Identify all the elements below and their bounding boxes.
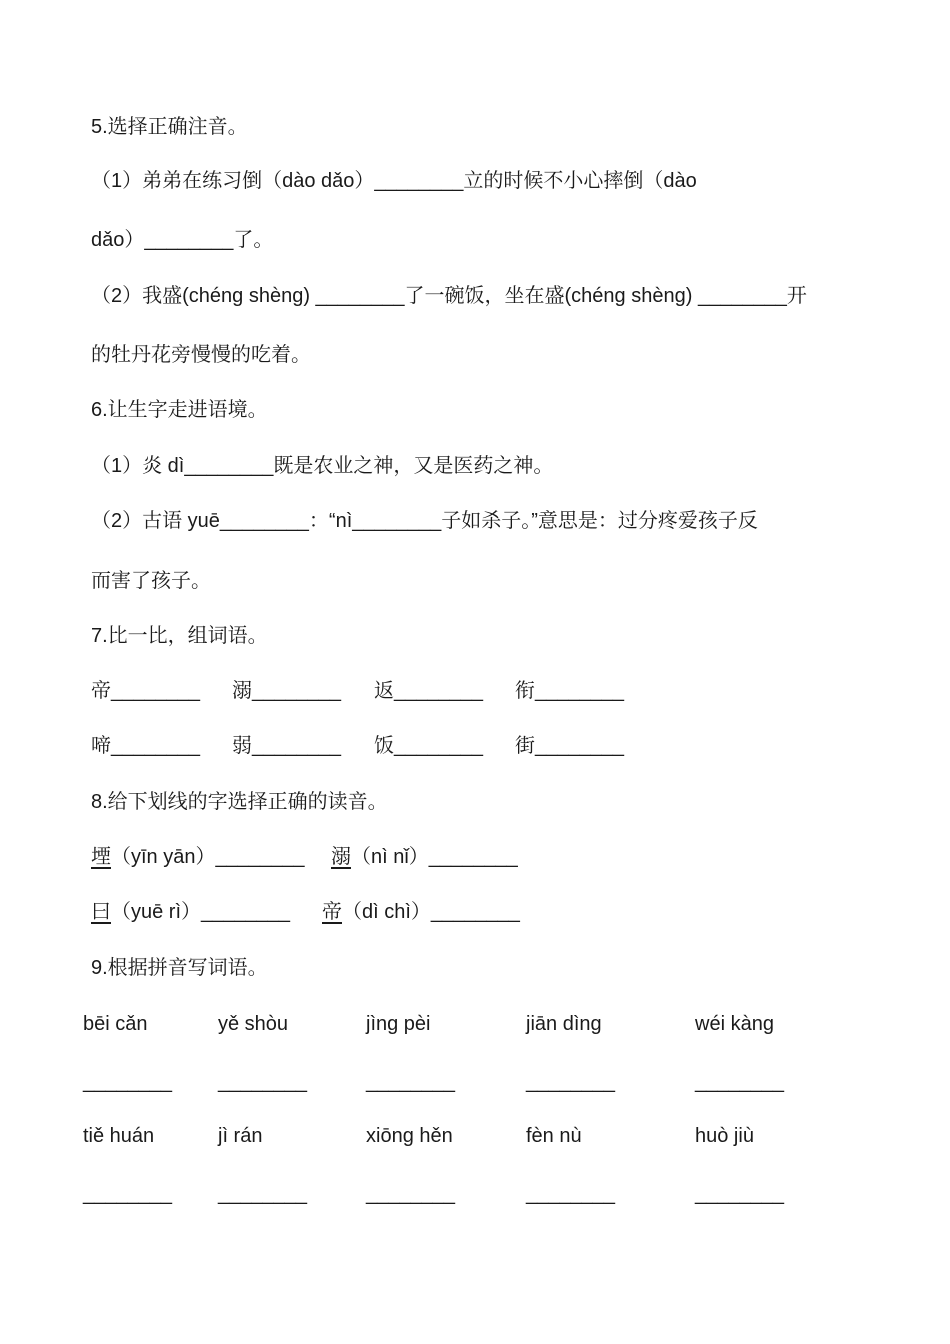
q7-word-pair: 溺________ bbox=[232, 680, 341, 702]
q7-word-pair: 啼________ bbox=[91, 735, 200, 757]
q9-answer-blank: ________ bbox=[218, 1183, 307, 1205]
q5-line-3: （2）我盛(chéng shèng) ________了一碗饭，坐在盛(chéng shèng) ________开 bbox=[91, 285, 807, 307]
q6-line-1: （1）炎 dì________既是农业之神，又是医药之神。 bbox=[91, 455, 554, 477]
q7-word-pair: 街________ bbox=[515, 735, 624, 757]
q9-answer-blank: ________ bbox=[695, 1071, 784, 1093]
q8-options: （yīn yān）________ bbox=[111, 846, 305, 868]
q9-answer-blank: ________ bbox=[366, 1183, 455, 1205]
q9-pinyin: fèn nù bbox=[526, 1125, 582, 1147]
q9-pinyin: jì rán bbox=[218, 1125, 263, 1147]
q8-item bbox=[322, 899, 520, 925]
q8-item bbox=[91, 899, 290, 925]
q7-word-pair: 帝________ bbox=[91, 680, 200, 702]
q6-line-2: （2）古语 yuē________：“nì________子如杀子。”意思是：过分疼爱孩子反 bbox=[91, 510, 758, 532]
q9-answer-blank: ________ bbox=[83, 1071, 172, 1093]
q6-title: 6.让生字走进语境。 bbox=[91, 399, 268, 421]
q9-pinyin: xiōng hěn bbox=[366, 1125, 453, 1147]
q9-answer-blank: ________ bbox=[526, 1071, 615, 1093]
q9-pinyin: jiān dìng bbox=[526, 1013, 602, 1035]
q9-answer-blank: ________ bbox=[526, 1183, 615, 1205]
q8-options: （dì chì）________ bbox=[342, 901, 520, 923]
q9-pinyin: huò jiù bbox=[695, 1125, 754, 1147]
q9-pinyin: yě shòu bbox=[218, 1013, 289, 1035]
q7-word-pair: 衔________ bbox=[515, 680, 624, 702]
q8-underlined-char: 曰 bbox=[91, 901, 111, 923]
q7-word-pair: 饭________ bbox=[374, 735, 483, 757]
q9-pinyin: tiě huán bbox=[83, 1125, 155, 1147]
q5-line-4: 的牡丹花旁慢慢的吃着。 bbox=[91, 344, 311, 366]
q9-answer-blank: ________ bbox=[218, 1071, 307, 1093]
q7-word-pair: 返________ bbox=[374, 680, 483, 702]
q7-title: 7.比一比，组词语。 bbox=[91, 625, 268, 647]
q8-title: 8.给下划线的字选择正确的读音。 bbox=[91, 791, 388, 813]
q8-underlined-char: 溺 bbox=[331, 846, 351, 868]
q5-line-1: （1）弟弟在练习倒（dào dǎo）________立的时候不小心摔倒（dào bbox=[91, 170, 697, 192]
q7-word-pair: 弱________ bbox=[232, 735, 341, 757]
q8-item bbox=[331, 844, 518, 870]
q8-options: （yuē rì）________ bbox=[111, 901, 291, 923]
q6-line-3: 而害了孩子。 bbox=[91, 570, 211, 592]
q9-answer-blank: ________ bbox=[695, 1183, 784, 1205]
q9-pinyin: bēi cǎn bbox=[83, 1013, 148, 1035]
q9-answer-blank: ________ bbox=[83, 1183, 172, 1205]
q8-underlined-char: 堙 bbox=[91, 846, 111, 868]
q5-title: 5.选择正确注音。 bbox=[91, 116, 248, 138]
q9-pinyin: wéi kàng bbox=[695, 1013, 774, 1035]
q8-item bbox=[91, 844, 304, 870]
q9-answer-blank: ________ bbox=[366, 1071, 455, 1093]
q9-pinyin: jìng pèi bbox=[366, 1013, 431, 1035]
q8-options: （nì nǐ）________ bbox=[351, 846, 518, 868]
q8-underlined-char: 帝 bbox=[322, 901, 342, 923]
q9-title: 9.根据拼音写词语。 bbox=[91, 957, 268, 979]
q5-line-2: dǎo）________了。 bbox=[91, 229, 274, 251]
